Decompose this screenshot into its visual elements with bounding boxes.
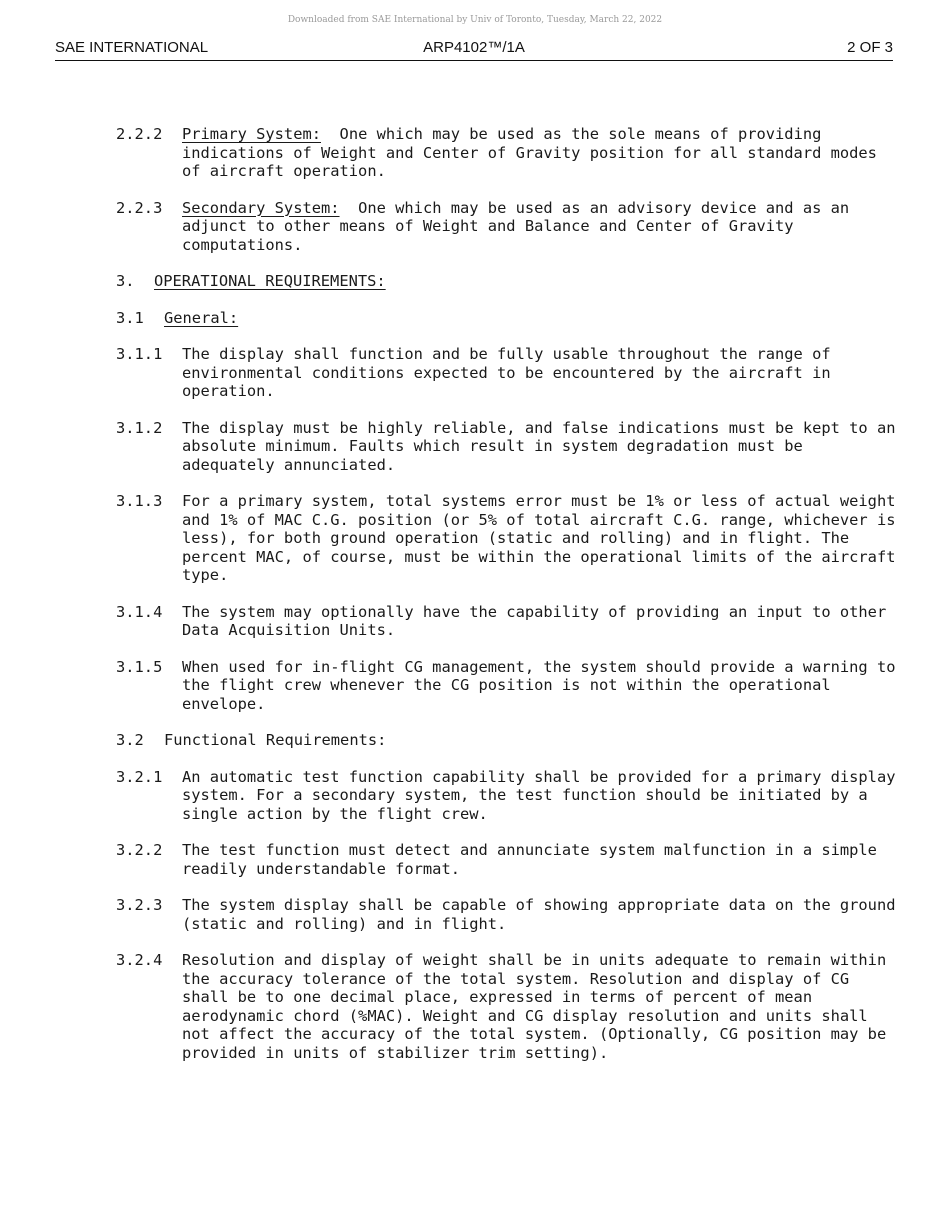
section-body: An automatic test function capability shall be provided for a primary display system. For a secondary system, the test function should be initiated by a single action by the flight crew.	[182, 767, 896, 823]
section-title: General:	[164, 308, 239, 327]
section-number: 3.2.3	[116, 896, 163, 914]
section-body: Resolution and display of weight shall be in units adequate to remain within the accuracy tolerance of the total system. Resolution and display of CG shall be to one decimal place, expressed in terms of percent of mean aerodynamic chord (%MAC). Weight and CG display resolution and units shall not affect the accuracy of the total system. (Optionally, CG position may be provided in units of stabilizer trim setting).	[182, 951, 887, 1062]
section-3-1-5	[116, 658, 896, 714]
section-3-1-3	[116, 492, 896, 585]
section-heading: Functional Requirements:	[164, 731, 387, 749]
section-number: 3.2.1	[116, 767, 163, 786]
section-number: 3.2	[116, 731, 144, 749]
download-note: Downloaded from SAE International by Univ of Toronto, Tuesday, March 22, 2022	[287, 15, 663, 25]
section-body: One which may be used as the sole means of providing indications of Weight and Center of Gravity position for all standard modes of aircraft operation.	[182, 125, 877, 180]
section-body: One which may be used as an advisory device and as an adjunct to other means of Weight and Balance and Center of Gravity computations.	[182, 198, 850, 254]
section-3-1-1	[116, 345, 896, 401]
page-header	[55, 38, 893, 61]
section-3-1-2	[116, 419, 896, 475]
section-3-1-4	[116, 603, 896, 640]
section-number: 3.1	[116, 308, 144, 327]
section-text	[182, 125, 896, 181]
header-page-number: 2 OF 3	[847, 39, 893, 56]
section-text	[182, 199, 896, 255]
section-3-1	[116, 309, 896, 328]
section-number: 2.2.2	[116, 125, 163, 143]
header-organization: SAE INTERNATIONAL	[55, 39, 209, 56]
section-body: For a primary system, total systems error must be 1% or less of actual weight and 1% of MAC C.G. position (or 5% of total aircraft C.G. range, whichever is less), for both ground operation (static and rolling) and in flight. The percent MAC, of course, must be within the operational limits of the aircraft type.	[182, 492, 896, 584]
section-3-2-3	[116, 896, 896, 933]
section-number: 3.2.2	[116, 841, 163, 859]
section-3-2	[116, 731, 896, 750]
section-body: When used for in-flight CG management, the system should provide a warning to the flight crew whenever the CG position is not within the operational envelope.	[182, 657, 896, 713]
section-3	[116, 272, 896, 291]
section-number: 3.1.1	[116, 345, 163, 363]
section-body: The system display shall be capable of showing appropriate data on the ground (static and rolling) and in flight.	[182, 896, 896, 933]
section-text	[154, 272, 896, 291]
section-number: 3.1.2	[116, 418, 163, 437]
section-title: OPERATIONAL REQUIREMENTS:	[154, 272, 386, 290]
section-text	[164, 309, 896, 328]
section-number: 3.1.3	[116, 492, 163, 510]
section-3-2-4	[116, 951, 896, 1062]
section-body: The display shall function and be fully usable throughout the range of environmental conditions expected to be encountered by the aircraft in operation.	[182, 345, 831, 400]
section-2-2-3	[116, 199, 896, 255]
section-3-2-2	[116, 841, 896, 878]
section-title: Secondary System:	[182, 198, 340, 217]
section-number: 3.1.4	[116, 602, 163, 621]
section-2-2-2	[116, 125, 896, 181]
section-number: 2.2.3	[116, 198, 163, 217]
header-document-number: ARP4102™/1A	[423, 39, 525, 56]
section-3-2-1	[116, 768, 896, 824]
section-title: Primary System:	[182, 125, 321, 143]
section-body: The system may optionally have the capability of providing an input to other Data Acquisition Units.	[182, 602, 887, 639]
section-body: The display must be highly reliable, and false indications must be kept to an absolute minimum. Faults which result in system degradation must be adequately annunciated.	[182, 418, 896, 474]
section-body: The test function must detect and annunciate system malfunction in a simple readily understandable format.	[182, 841, 877, 878]
document-body	[116, 125, 896, 1080]
section-number: 3.	[116, 272, 135, 290]
section-number: 3.2.4	[116, 951, 163, 969]
section-number: 3.1.5	[116, 657, 163, 676]
